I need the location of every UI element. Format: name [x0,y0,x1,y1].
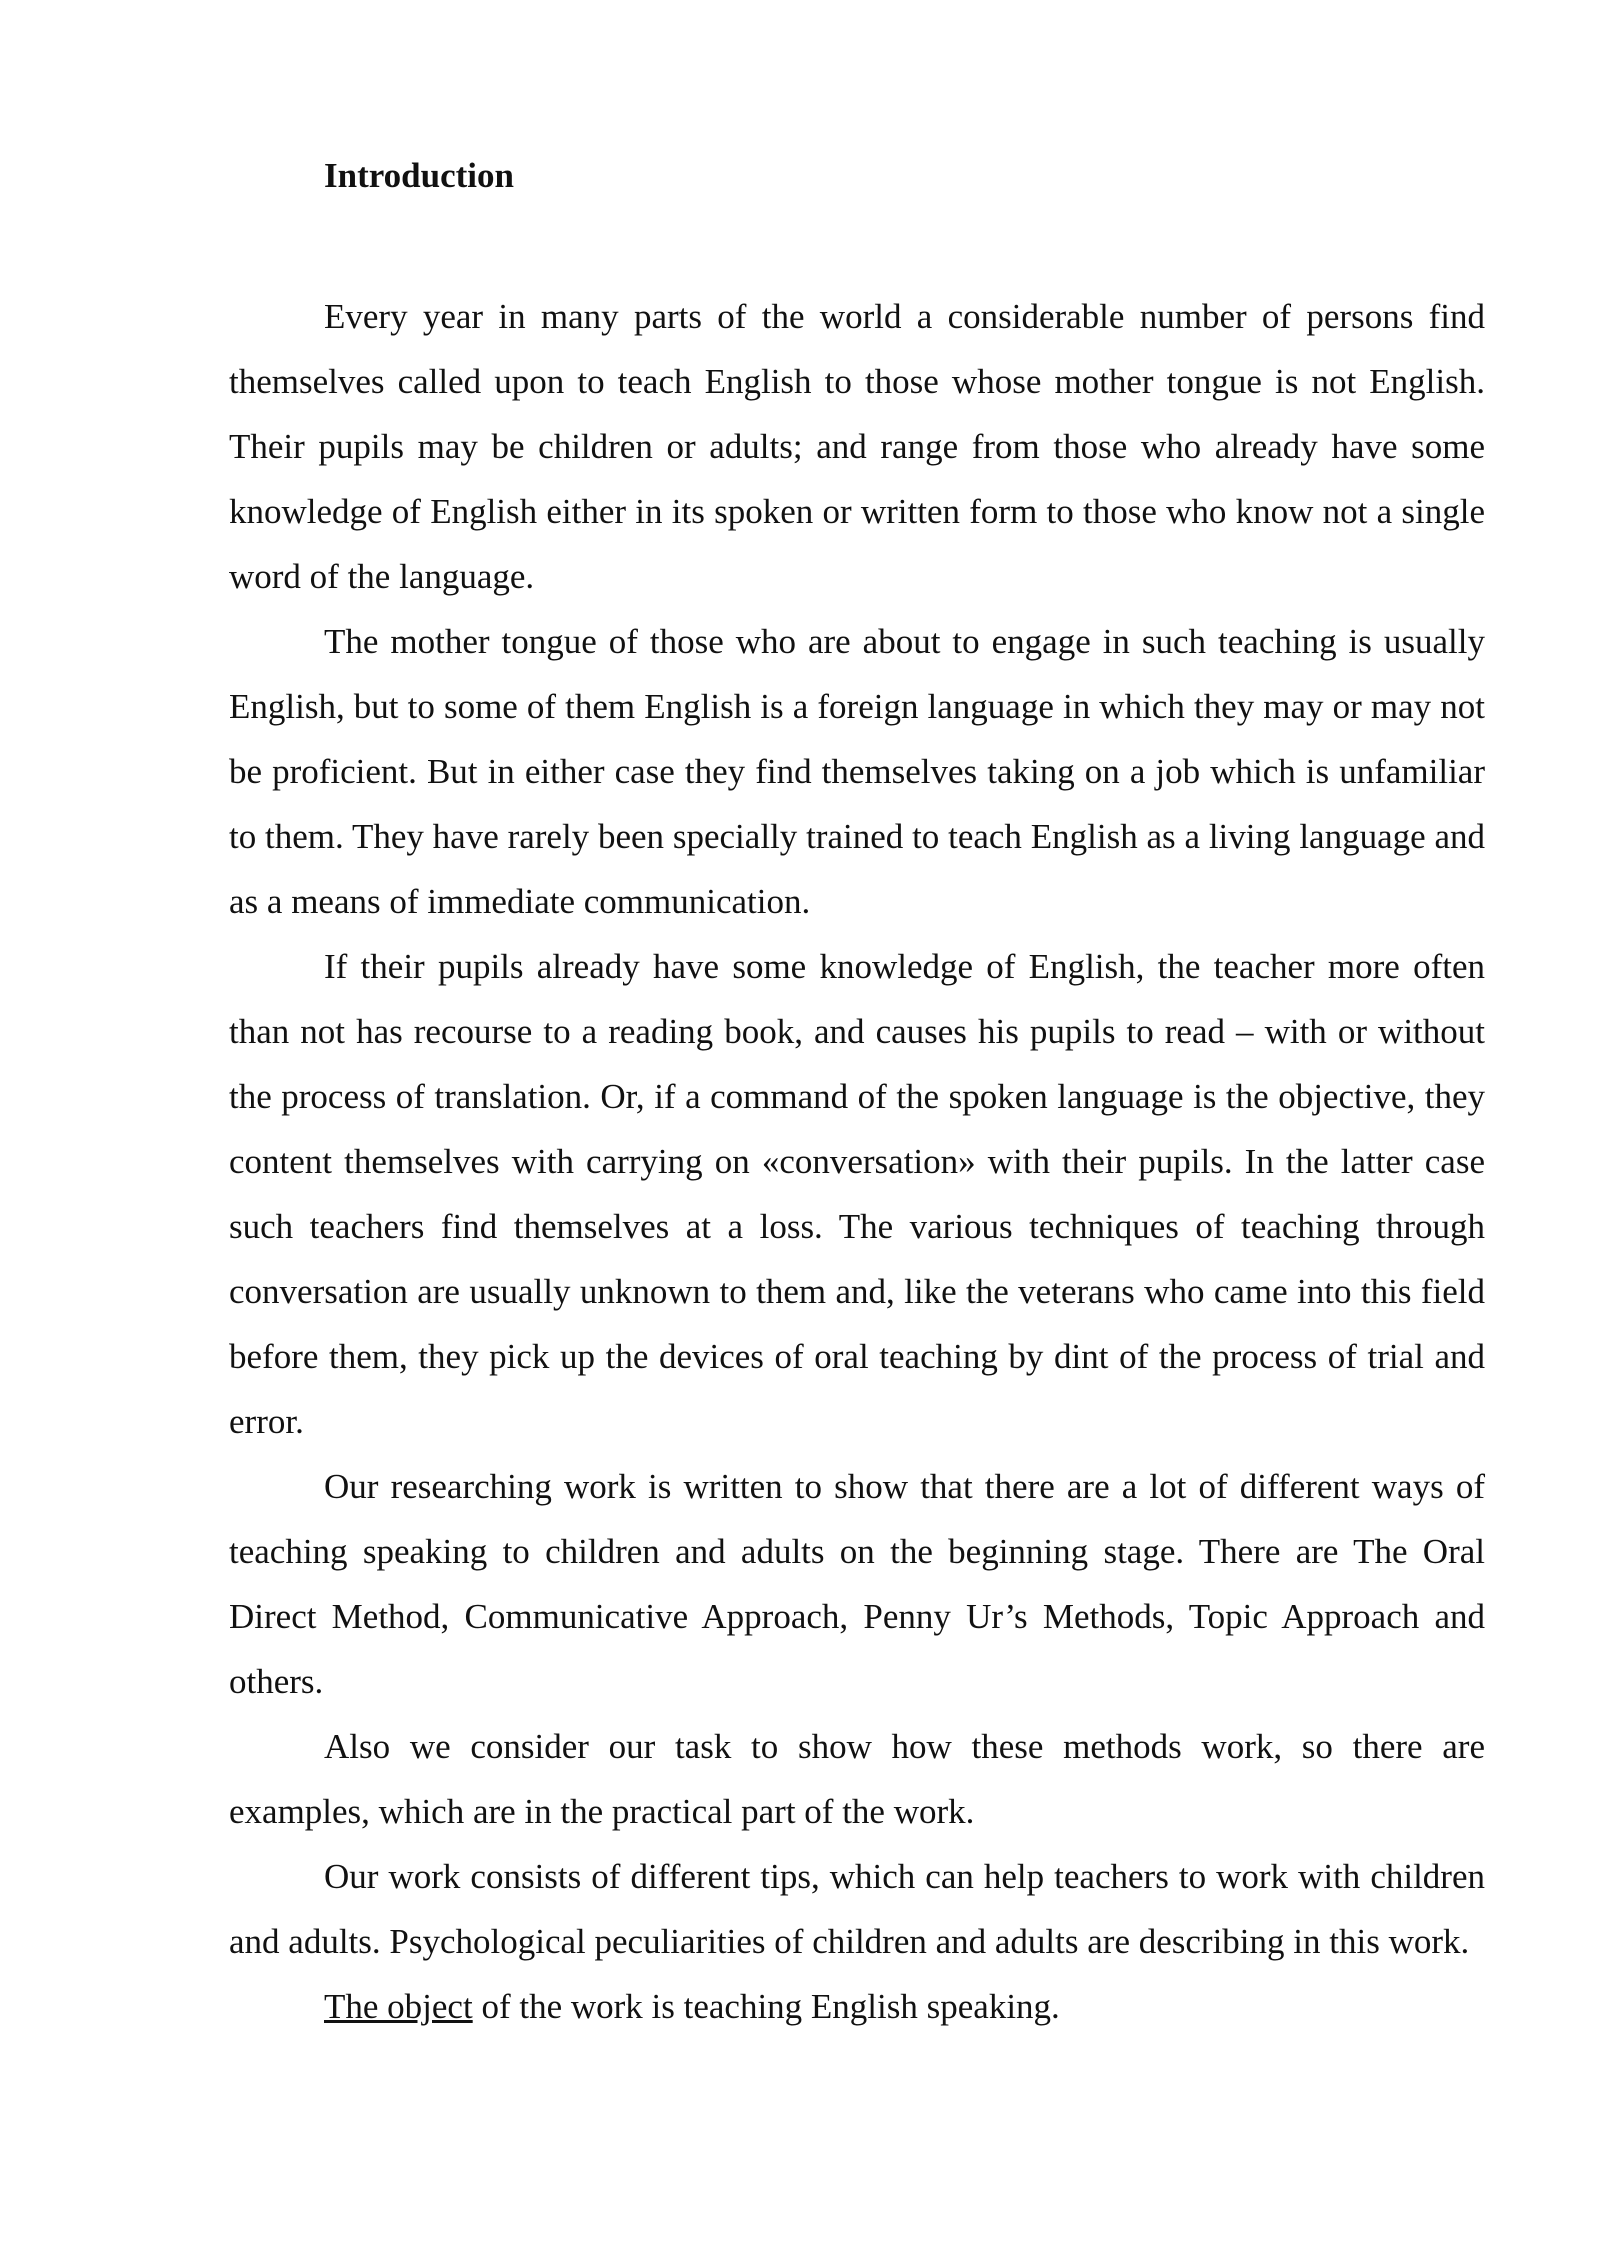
paragraph-7 [229,1974,1485,2039]
paragraph-2: The mother tongue of those who are about to engage in such teaching is usually English, but to some of them English is a foreign language in which they may or may not be proficient. But in either case they find themselves taking on a job which is unfamiliar to them. They have rarely been specially trained to teach English as a living language and as a means of immediate communication. [229,622,1485,921]
paragraph-7-text: of the work is teaching English speaking. [472,1987,1060,2026]
document-body [229,150,1485,2039]
paragraph-4: Our researching work is written to show that there are a lot of different ways of teaching speaking to children and adults on the beginning stage. There are The Oral Direct Method, Communicative Approach, Penny Ur’s Methods, Topic Approach and others. [229,1467,1485,1701]
paragraph-1: Every year in many parts of the world a considerable number of persons find themselves called upon to teach English to those whose mother tongue is not English. Their pupils may be children or adults; and range from those who already have some knowledge of English either in its spoken or written form to those who know not a single word of the language. [229,297,1485,596]
paragraph-5: Also we consider our task to show how these methods work, so there are examples, which are in the practical part of the work. [229,1727,1485,1831]
underlined-term: The object [324,1987,473,2026]
section-heading: Introduction [324,156,514,195]
paragraph-3: If their pupils already have some knowledge of English, the teacher more often than not has recourse to a reading book, and causes his pupils to read – with or without the process of translation. Or, if a command of the spoken language is the objective, they content themselves with carrying on «conversation» with their pupils. In the latter case such teachers find themselves at a loss. The various techniques of teaching through conversation are usually unknown to them and, like the veterans who came into this field before them, they pick up the devices of oral teaching by dint of the process of trial and error. [229,947,1485,1441]
paragraph-6: Our work consists of different tips, which can help teachers to work with children and adults. Psychological peculiarities of children and adults are describing in this work. [229,1857,1485,1961]
